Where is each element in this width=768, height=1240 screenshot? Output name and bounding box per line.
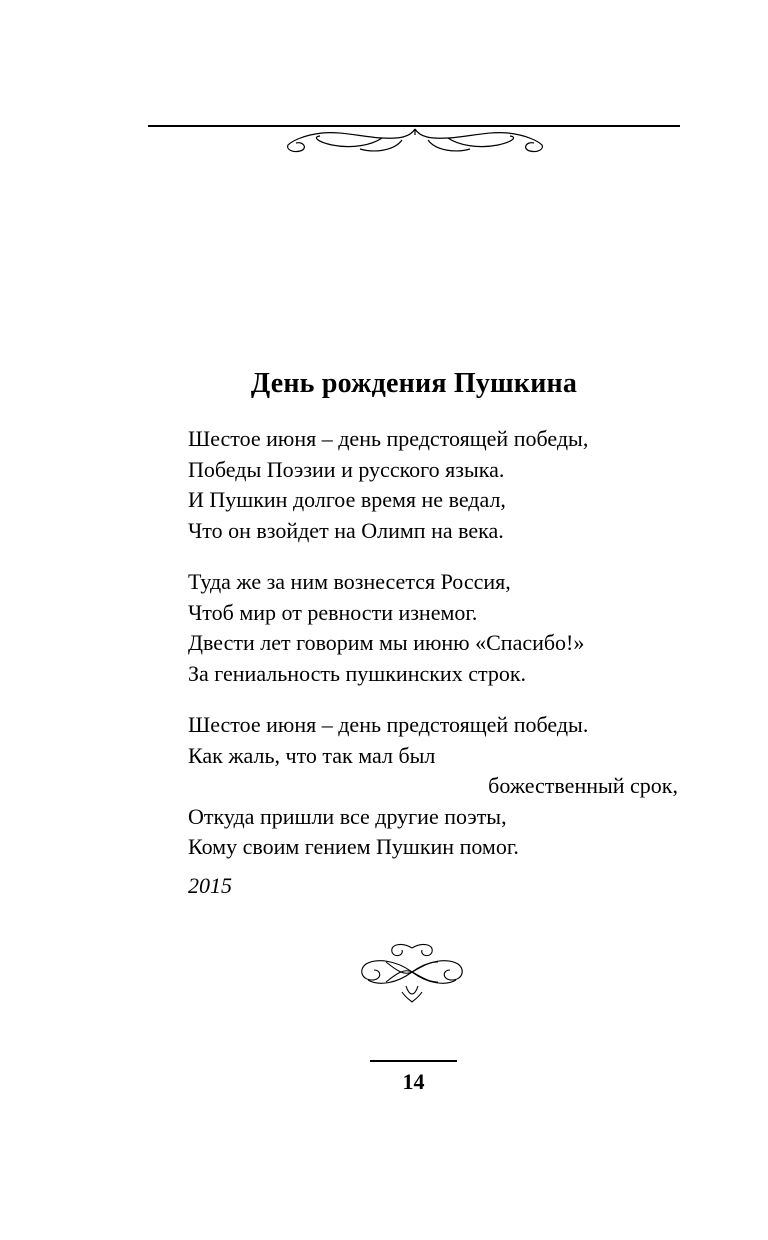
poem-line: Как жаль, что так мал был <box>188 742 436 768</box>
poem-line: Кому своим гением Пушкин помог. <box>188 834 519 859</box>
poem-line: Что он взойдет на Олимп на века. <box>188 517 504 543</box>
poem-year: 2015 <box>188 873 232 898</box>
poem-line: Откуда пришли все другие поэты, <box>188 803 507 829</box>
page-number: 14 <box>402 1069 425 1094</box>
poem-line: Туда же за ним вознесется Россия, <box>188 569 511 594</box>
flourish-vignette-icon <box>356 940 468 1004</box>
poem-line: За гениальность пушкинских строк. <box>188 660 527 686</box>
poem-line: Чтоб мир от ревности изнемог. <box>188 599 478 625</box>
poem-line: Шестое июня – день предстоящей победы. <box>188 712 589 737</box>
poem-line: Победы Поэзии и русского языка. <box>188 456 505 482</box>
stanza-3 <box>188 710 688 863</box>
poem-line-continuation: божественный срок, <box>488 773 678 798</box>
poem-line: И Пушкин долгое время не ведал, <box>188 487 506 512</box>
footer-rule <box>370 1060 457 1062</box>
poem-title: День рождения Пушкина <box>250 368 578 399</box>
poem-line: Двести лет говорим мы июню «Спасибо!» <box>188 630 585 655</box>
flourish-divider-icon <box>282 127 548 157</box>
poem-body <box>188 424 688 884</box>
poem-line: Шестое июня – день предстоящей победы, <box>188 426 589 451</box>
stanza-2 <box>188 567 688 689</box>
stanza-1 <box>188 424 688 546</box>
